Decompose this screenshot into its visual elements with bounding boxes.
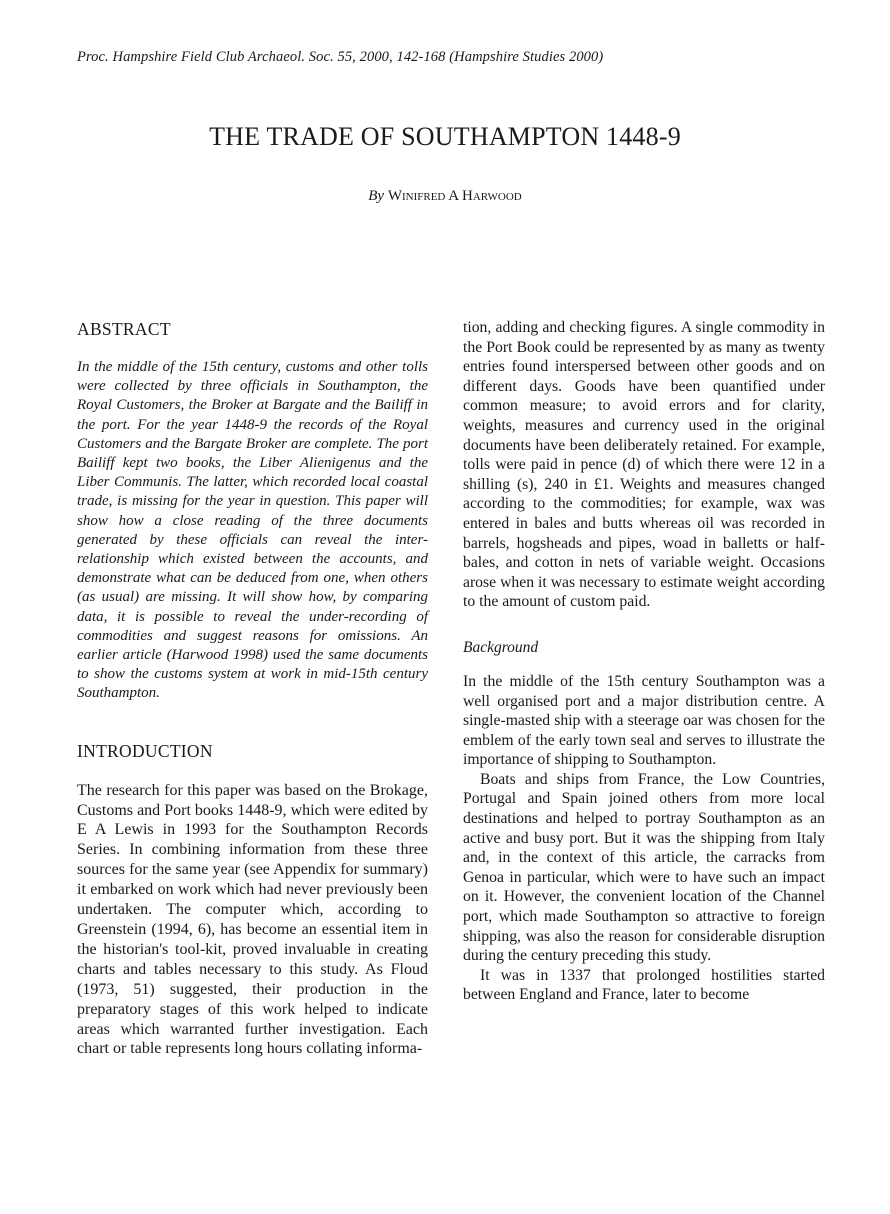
left-column <box>77 318 428 1059</box>
background-paragraph-1: In the middle of the 15th century Southampton was a well organised port and a major distribution centre. A single-masted ship with a steerage oar was chosen for the emblem of the early town seal and serves to illustrate the importance of shipping to Southampton. <box>463 672 825 769</box>
background-paragraph-3: It was in 1337 that prolonged hostilities started between England and France, later to become <box>463 966 825 1004</box>
continuation-paragraph: tion, adding and checking figures. A single commodity in the Port Book could be represented by as many as twenty entries found interspersed between other goods and on different days. Goods have been quantified under common measure; to avoid errors and for clarity, weights, measures and currency used in the original documents have been deliberately retained. For example, tolls were paid in pence (d) of which there were 12 in a shilling (s), 240 in £1. Weights and measures changed according to the commodities; for example, wax was entered in bales and butts whereas oil was recorded in barrels, hogsheads and pipes, woad in balletts or half-bales, and cotton in nets of variable weight. Occasions arose when it was necessary to estimate weight according to the amount of custom paid. <box>463 319 825 611</box>
article-title: THE TRADE OF SOUTHAMPTON 1448-9 <box>209 122 681 151</box>
journal-citation: Proc. Hampshire Field Club Archaeol. Soc. 55, 2000, 142-168 (Hampshire Studies 2000) <box>77 49 604 65</box>
abstract-heading: ABSTRACT <box>77 319 171 339</box>
introduction-heading: INTRODUCTION <box>77 740 213 761</box>
background-heading: Background <box>463 638 539 656</box>
byline-prefix: By <box>368 188 385 204</box>
introduction-paragraph: The research for this paper was based on the Brokage, Customs and Port books 1448-9, which were edited by E A Lewis in 1993 for the Southampton Records Series. In combining information from these three sources for the same year (see Appendix for summary) it embarked on work which had never previously been undertaken. The computer which, according to Greenstein (1994, 6), has become an essential item in the historian's tool-kit, proved invaluable in creating charts and tables necessary to this study. As Floud (1973, 51) suggested, their production in the preparatory stages of this work helped to indicate areas which warranted further investigation. Each chart or table represents long hours collating informa- <box>77 781 428 1058</box>
byline <box>0 188 890 205</box>
abstract-text: In the middle of the 15th century, customs and other tolls were collected by three officials in Southampton, the Royal Customers, the Broker at Bargate and the Bailiff in the port. For the year 1448-9 the records of the Royal Customers and the Bargate Broker are complete. The port Bailiff kept two books, the Liber Alienigenus and the Liber Communis. The latter, which recorded local coastal trade, is missing for the year in question. This paper will show how a close reading of the three documents generated by these officials can reveal the inter-relationship which existed between the accounts, and demonstrate what can be deduced from one, when others (as usual) are missing. It will show how, by comparing data, it is possible to reveal the under-recording of commodities and suggest reasons for omissions. An earlier article (Harwood 1998) used the same documents to show the customs system at work in mid-15th century Southampton. <box>77 359 428 702</box>
author-name: Winifred A Harwood <box>387 188 522 204</box>
right-column <box>463 318 825 1005</box>
background-paragraph-2: Boats and ships from France, the Low Countries, Portugal and Spain joined others from more local destinations and helped to portray Southampton as an active and busy port. But it was the shipping from Italy and, in the context of this article, the carracks from Genoa in particular, which were to have such an impact on it. However, the convenient location of the Channel port, which made Southampton so attractive to foreign shipping, was also the reason for considerable disruption during the century preceding this study. <box>463 770 825 965</box>
